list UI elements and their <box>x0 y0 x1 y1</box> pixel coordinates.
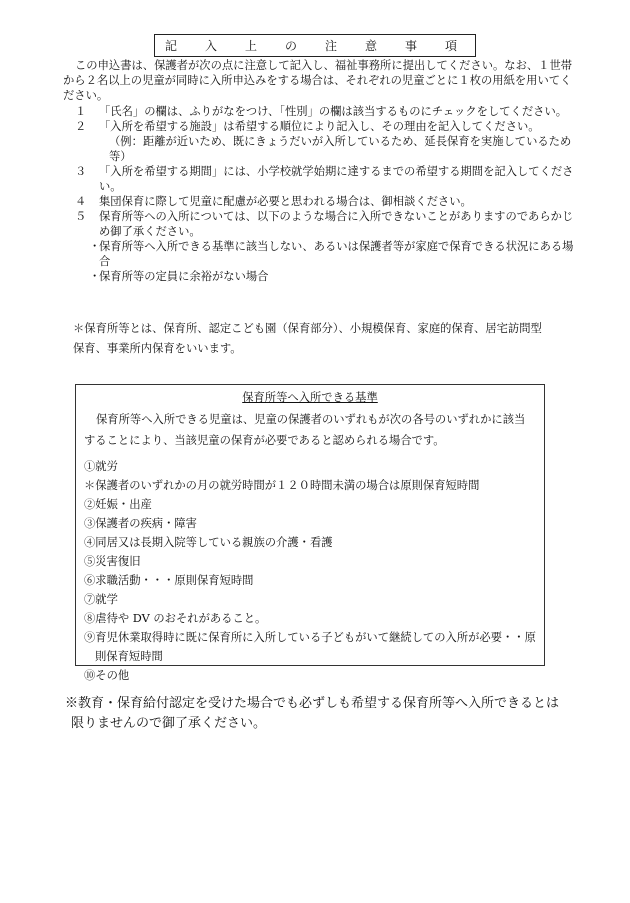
notice-item-4 <box>63 194 578 209</box>
notice-item-2 <box>63 119 578 164</box>
list-item <box>89 269 578 284</box>
criteria-title: 保育所等へ入所できる基準 <box>242 391 378 404</box>
title-area <box>0 34 630 57</box>
criteria-box <box>75 384 545 682</box>
list-item <box>89 239 578 269</box>
notice-text: 集団保育に際して児童に配慮が必要と思われる場合は、御相談ください。 <box>99 195 472 208</box>
notice-list <box>63 104 578 284</box>
bullet-mark: ・ <box>89 240 101 253</box>
notice-text: 保育所等への入所については、以下のような場合に入所できないことがありますのであらかじめ御了承ください。 <box>99 210 574 238</box>
facility-definition-note: ＊保育所等とは、保育所、認定こども園（保育部分）、小規模保育、家庭的保育、居宅訪問型保育、事業所内保育をいいます。 <box>73 322 542 355</box>
criteria-intro: 保育所等へ入所できる児童は、児童の保護者のいずれもが次の各号のいずれかに該当することにより、当該児童の保育が必要であると認められる場合です。 <box>84 413 526 447</box>
bullet-text: 保育所等の定員に余裕がない場合 <box>99 270 269 283</box>
notice-item-5 <box>63 209 578 239</box>
notice-text: 「氏名」の欄は、ふりがなをつけ、「性別」の欄は該当するものにチェックをしてください。 <box>99 105 568 118</box>
notice-number: ５ <box>75 210 87 223</box>
footer-line-2: 限りませんので御了承ください。 <box>71 716 267 731</box>
criteria-item: ⑩その他 <box>84 669 130 682</box>
criteria-item: ⑦就学 <box>84 593 118 606</box>
intro-paragraph: この申込書は、保護者が次の点に注意して記入し、福祉事務所に提出してください。なお、１世帯から２名以上の児童が同時に入所申込みをする場合は、それぞれの児童ごとに１枚の用紙を用いてください。 <box>63 59 573 102</box>
page-title: 記 入 上 の 注 意 事 項 <box>154 34 476 57</box>
bullet-mark: ・ <box>89 270 101 283</box>
notice-example: （例：距離が近いため、既にきょうだいが入所しているため、延長保育を実施しているため等） <box>109 135 572 163</box>
footer-note <box>65 694 585 734</box>
notice-number: ４ <box>75 195 87 208</box>
notice-number: １ <box>75 105 87 118</box>
notice-number: ３ <box>75 165 87 178</box>
exception-list <box>63 239 578 284</box>
criteria-item: ⑧虐待や DV のおそれがあること。 <box>84 612 267 625</box>
criteria-item: ⑤災害復旧 <box>84 555 141 568</box>
notice-item-1 <box>63 104 578 119</box>
criteria-item: ①就労 <box>84 460 118 473</box>
criteria-item: ＊保護者のいずれかの月の就労時間が１２０時間未満の場合は原則保育短時間 <box>84 479 480 492</box>
footer-line-1: ※教育・保育給付認定を受けた場合でも必ずしも希望する保育所等へ入所できるとは <box>65 696 560 711</box>
criteria-item: ⑥求職活動・・・原則保育短時間 <box>84 574 254 587</box>
notice-item-3 <box>63 164 578 194</box>
notice-text: 「入所を希望する期間」には、小学校就学始期に達するまでの希望する期間を記入してください。 <box>99 165 574 193</box>
notice-number: ２ <box>75 120 87 133</box>
criteria-list <box>84 457 536 685</box>
criteria-item: ②妊娠・出産 <box>84 498 152 511</box>
criteria-item: ⑨育児休業取得時に既に保育所に入所している子どもがいて継続しての入所が必要・・原則保育短時間 <box>84 631 536 663</box>
bullet-text: 保育所等へ入所できる基準に該当しない、あるいは保護者等が家庭で保育できる状況にある場合 <box>99 240 574 268</box>
criteria-item: ③保護者の疾病・障害 <box>84 517 197 530</box>
criteria-item: ④同居又は長期入院等している親族の介護・看護 <box>84 536 333 549</box>
notice-text: 「入所を希望する施設」は希望する順位により記入し、その理由を記入してください。 <box>99 120 540 133</box>
